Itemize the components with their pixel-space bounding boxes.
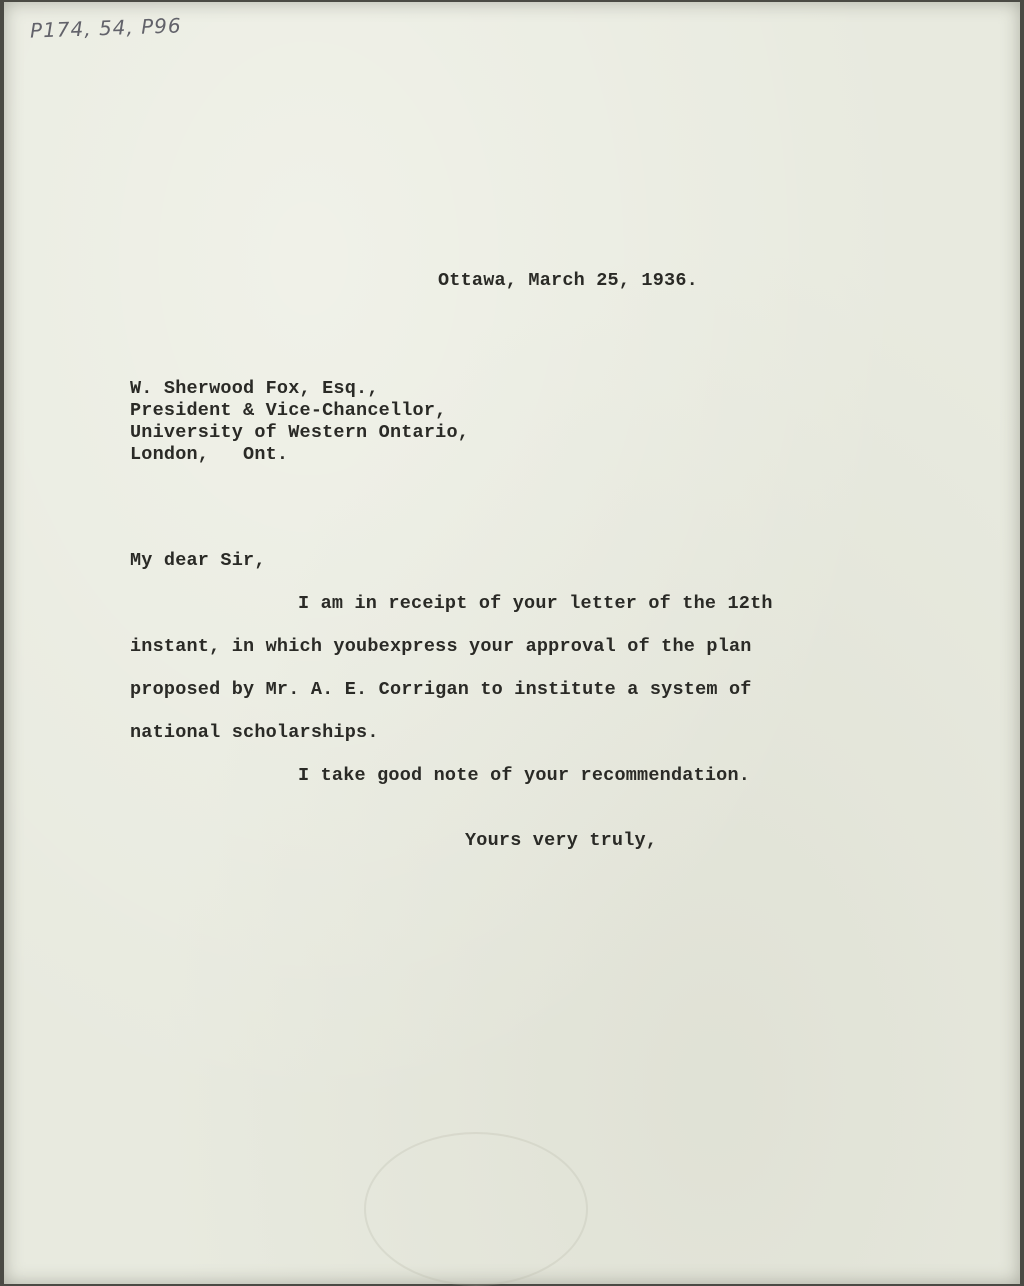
- handwritten-reference-number: P174, 54, P96: [29, 13, 182, 43]
- body-line: I am in receipt of your letter of the 12th: [298, 593, 773, 614]
- body-line: national scholarships.: [130, 722, 379, 743]
- recipient-institution: University of Western Ontario,: [130, 422, 470, 443]
- recipient-city: London, Ont.: [130, 444, 289, 465]
- recipient-title: President & Vice-Chancellor,: [130, 400, 447, 421]
- letter-page: [4, 2, 1020, 1284]
- closing: Yours very truly,: [465, 830, 658, 851]
- body-line: proposed by Mr. A. E. Corrigan to institute a system of: [130, 679, 752, 700]
- recipient-name: W. Sherwood Fox, Esq.,: [130, 378, 379, 399]
- body-line: I take good note of your recommendation.: [298, 765, 751, 786]
- faint-watermark-seal: [364, 1132, 588, 1286]
- salutation: My dear Sir,: [130, 550, 266, 571]
- body-line: instant, in which youbexpress your approval of the plan: [130, 636, 752, 657]
- date-line: Ottawa, March 25, 1936.: [438, 270, 698, 291]
